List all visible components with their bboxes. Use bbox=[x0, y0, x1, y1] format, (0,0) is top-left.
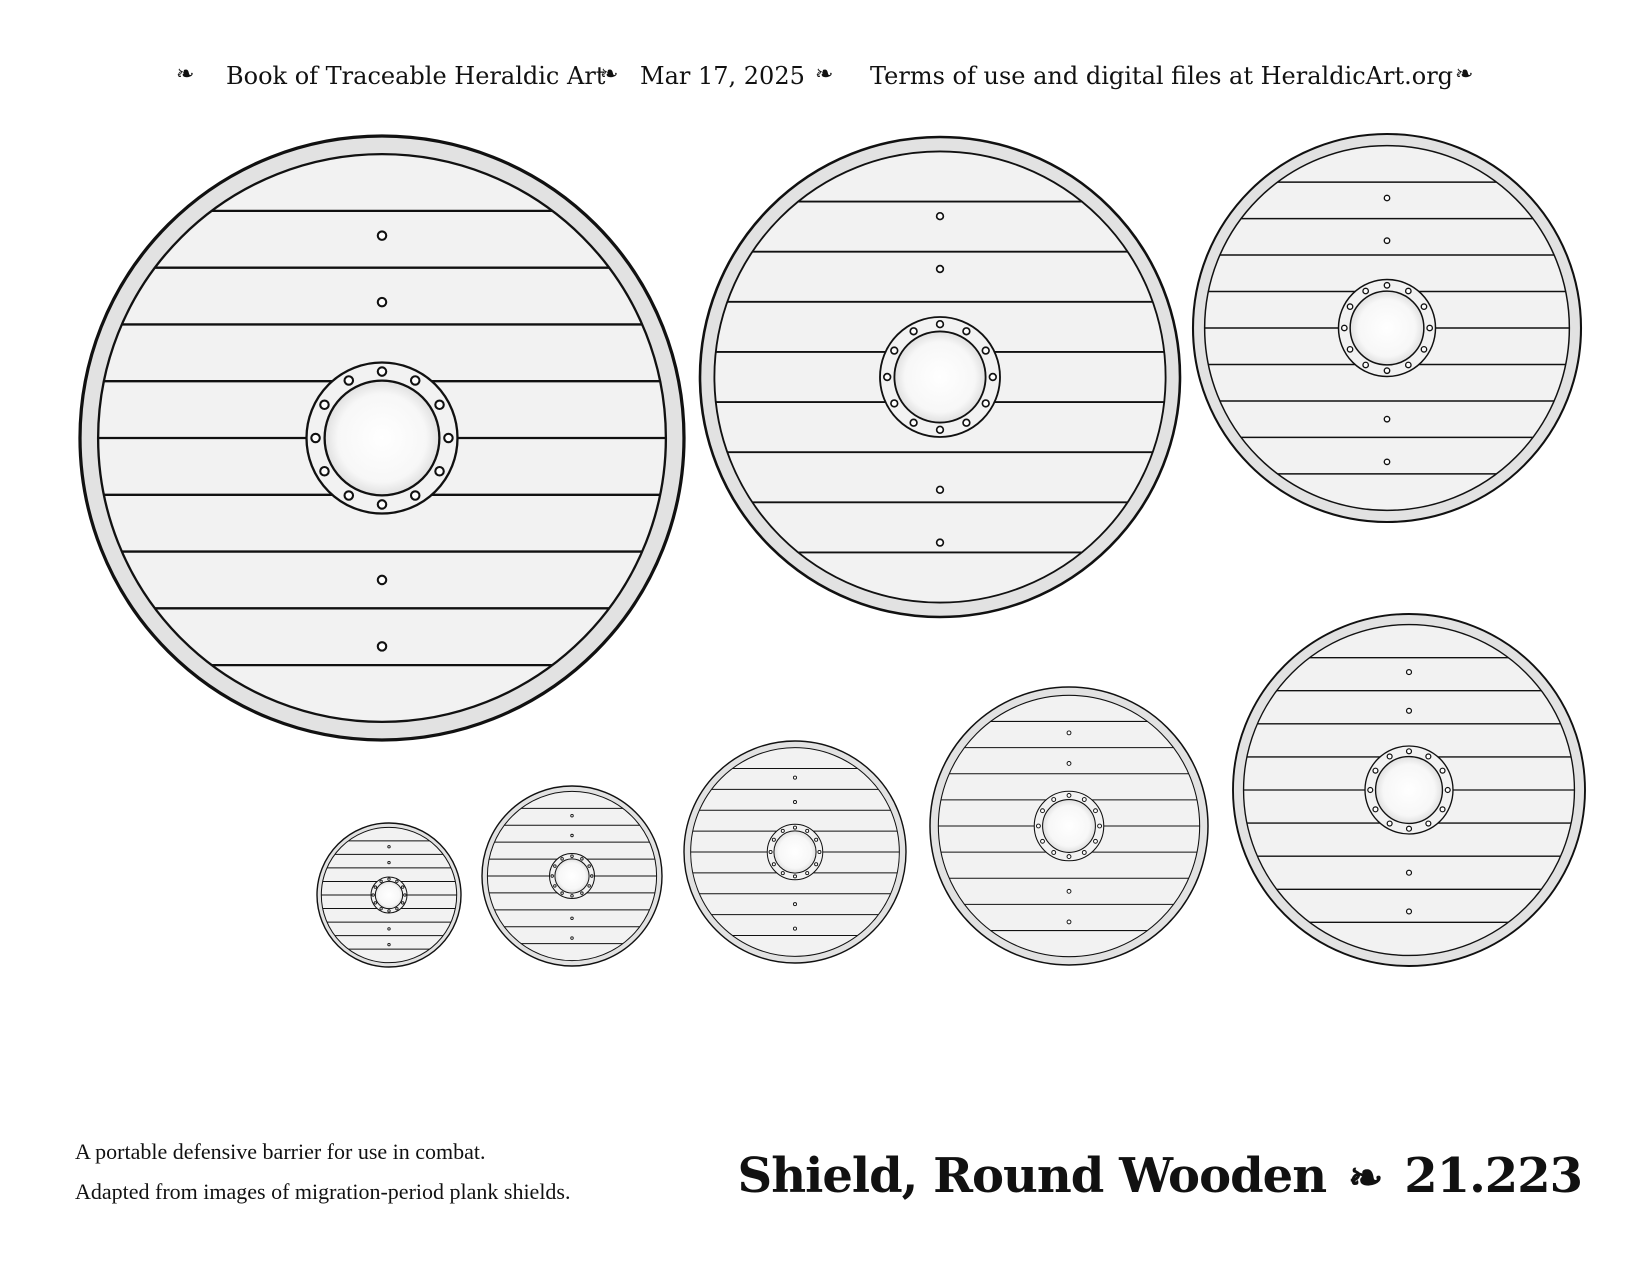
rivet bbox=[378, 367, 386, 375]
rivet bbox=[1082, 851, 1086, 855]
round-shield bbox=[684, 741, 906, 963]
rivet bbox=[551, 875, 554, 878]
plate-title bbox=[738, 1148, 1582, 1218]
rivet bbox=[435, 401, 443, 409]
rivet bbox=[388, 878, 390, 880]
rivet bbox=[554, 885, 557, 888]
rivet bbox=[815, 863, 818, 866]
rivet bbox=[1036, 824, 1040, 828]
shield-boss bbox=[774, 831, 816, 873]
fleuron-ornament: ❧ bbox=[176, 62, 195, 87]
rivet bbox=[311, 434, 319, 442]
rivet bbox=[769, 850, 772, 853]
rivet bbox=[1067, 920, 1071, 924]
rivet bbox=[793, 800, 796, 803]
rivet bbox=[937, 486, 944, 493]
rivet bbox=[1067, 762, 1071, 766]
rivet bbox=[1368, 788, 1373, 793]
shield-boss bbox=[1350, 291, 1424, 365]
rivet bbox=[581, 892, 584, 895]
rivet bbox=[781, 872, 784, 875]
rivet bbox=[444, 434, 452, 442]
rivet bbox=[1445, 788, 1450, 793]
rivet bbox=[320, 467, 328, 475]
rivet bbox=[1427, 325, 1432, 330]
rivet bbox=[1421, 304, 1426, 309]
rivet bbox=[404, 894, 406, 896]
rivet bbox=[818, 850, 821, 853]
rivet bbox=[571, 814, 574, 817]
rivet bbox=[1082, 798, 1086, 802]
rivet bbox=[1384, 238, 1389, 243]
rivet bbox=[388, 846, 390, 848]
rivet bbox=[411, 376, 419, 384]
round-shield bbox=[930, 687, 1208, 965]
terms-notice: Terms of use and digital files at HeraldicArt.org bbox=[870, 62, 1454, 90]
rivet bbox=[1426, 821, 1431, 826]
rivet bbox=[581, 858, 584, 861]
rivet bbox=[937, 266, 944, 273]
rivet bbox=[1052, 798, 1056, 802]
rivet bbox=[891, 400, 898, 407]
rivet bbox=[1347, 347, 1352, 352]
rivet bbox=[806, 829, 809, 832]
rivet bbox=[1384, 195, 1389, 200]
rivet bbox=[910, 419, 917, 426]
rivet bbox=[571, 895, 574, 898]
rivet bbox=[781, 829, 784, 832]
rivet bbox=[1067, 889, 1071, 893]
rivet bbox=[588, 865, 591, 868]
rivet bbox=[1363, 362, 1368, 367]
rivet bbox=[1041, 839, 1045, 843]
rivet bbox=[345, 491, 353, 499]
book-title: Book of Traceable Heraldic Art bbox=[226, 62, 606, 90]
rivet bbox=[345, 376, 353, 384]
rivet bbox=[1041, 809, 1045, 813]
rivet bbox=[793, 927, 796, 930]
fleuron-ornament: ❧ bbox=[600, 62, 619, 87]
rivet bbox=[591, 875, 594, 878]
rivet bbox=[1407, 749, 1412, 754]
rivet bbox=[884, 374, 891, 381]
rivet bbox=[815, 838, 818, 841]
rivet bbox=[937, 426, 944, 433]
shield-boss bbox=[894, 331, 985, 422]
rivet bbox=[1407, 826, 1412, 831]
rivet bbox=[1406, 362, 1411, 367]
rivet bbox=[1407, 909, 1412, 914]
rivet bbox=[571, 834, 574, 837]
rivet bbox=[380, 908, 382, 910]
rivet bbox=[1373, 768, 1378, 773]
rivet bbox=[402, 886, 404, 888]
rivet bbox=[380, 880, 382, 882]
rivet bbox=[571, 937, 574, 940]
rivet bbox=[1406, 288, 1411, 293]
rivet bbox=[1347, 304, 1352, 309]
round-shield bbox=[1193, 134, 1581, 522]
rivet bbox=[1384, 368, 1389, 373]
rivet bbox=[937, 539, 944, 546]
rivet bbox=[1384, 283, 1389, 288]
round-shield bbox=[1233, 614, 1585, 966]
description-line: Adapted from images of migration-period plank shields. bbox=[75, 1179, 571, 1204]
round-shield bbox=[482, 786, 662, 966]
rivet bbox=[378, 231, 386, 239]
rivet bbox=[374, 886, 376, 888]
rivet bbox=[571, 855, 574, 858]
round-shield bbox=[80, 136, 684, 740]
fleuron-ornament: ❧ bbox=[815, 62, 834, 87]
rivet bbox=[1363, 288, 1368, 293]
rivet bbox=[561, 858, 564, 861]
rivet bbox=[1067, 793, 1071, 797]
rivet bbox=[1052, 851, 1056, 855]
rivet bbox=[561, 892, 564, 895]
rivet bbox=[411, 491, 419, 499]
header-date: Mar 17, 2025 bbox=[640, 62, 805, 90]
rivet bbox=[963, 328, 970, 335]
shield-boss bbox=[325, 381, 440, 496]
rivet bbox=[1407, 708, 1412, 713]
rivet bbox=[1384, 416, 1389, 421]
rivet bbox=[1094, 839, 1098, 843]
shield-boss bbox=[1043, 800, 1096, 853]
rivet bbox=[793, 826, 796, 829]
rivet bbox=[1384, 459, 1389, 464]
rivet bbox=[982, 400, 989, 407]
rivet bbox=[396, 908, 398, 910]
rivet bbox=[402, 902, 404, 904]
rivet bbox=[772, 838, 775, 841]
rivet bbox=[1342, 325, 1347, 330]
rivet bbox=[435, 467, 443, 475]
rivet bbox=[388, 861, 390, 863]
shield-boss bbox=[1376, 757, 1443, 824]
rivet bbox=[891, 347, 898, 354]
rivet bbox=[793, 776, 796, 779]
fleuron-ornament: ❧ bbox=[1348, 1153, 1383, 1202]
rivet bbox=[1094, 809, 1098, 813]
rivet bbox=[772, 863, 775, 866]
rivet bbox=[1440, 807, 1445, 812]
rivet bbox=[793, 875, 796, 878]
description bbox=[75, 1132, 571, 1212]
rivet bbox=[388, 928, 390, 930]
rivet bbox=[554, 865, 557, 868]
rivet bbox=[1387, 821, 1392, 826]
rivet bbox=[1387, 754, 1392, 759]
rivet bbox=[1407, 670, 1412, 675]
rivet bbox=[982, 347, 989, 354]
rivet bbox=[378, 500, 386, 508]
rivet bbox=[1067, 731, 1071, 735]
rivet bbox=[388, 910, 390, 912]
fleuron-ornament: ❧ bbox=[1455, 62, 1474, 87]
rivet bbox=[1098, 824, 1102, 828]
shield-boss bbox=[555, 859, 589, 893]
rivet bbox=[571, 917, 574, 920]
shield-boss bbox=[375, 881, 402, 908]
rivet bbox=[588, 885, 591, 888]
plate-name: Shield, Round Wooden bbox=[737, 1148, 1327, 1204]
rivet bbox=[378, 576, 386, 584]
rivet bbox=[396, 880, 398, 882]
plate-number: 21.223 bbox=[1404, 1148, 1582, 1204]
rivet bbox=[1407, 870, 1412, 875]
rivet bbox=[372, 894, 374, 896]
rivet bbox=[1421, 347, 1426, 352]
rivet bbox=[806, 872, 809, 875]
rivet bbox=[1426, 754, 1431, 759]
rivet bbox=[388, 943, 390, 945]
rivet bbox=[989, 374, 996, 381]
rivet bbox=[963, 419, 970, 426]
rivet bbox=[1373, 807, 1378, 812]
round-shield bbox=[700, 137, 1180, 617]
rivet bbox=[1067, 855, 1071, 859]
rivet bbox=[378, 298, 386, 306]
round-shield bbox=[317, 823, 461, 967]
description-line: A portable defensive barrier for use in combat. bbox=[75, 1139, 486, 1164]
rivet bbox=[374, 902, 376, 904]
rivet bbox=[937, 213, 944, 220]
rivet bbox=[937, 321, 944, 328]
rivet bbox=[910, 328, 917, 335]
rivet bbox=[1440, 768, 1445, 773]
rivet bbox=[320, 401, 328, 409]
rivet bbox=[793, 903, 796, 906]
rivet bbox=[378, 642, 386, 650]
